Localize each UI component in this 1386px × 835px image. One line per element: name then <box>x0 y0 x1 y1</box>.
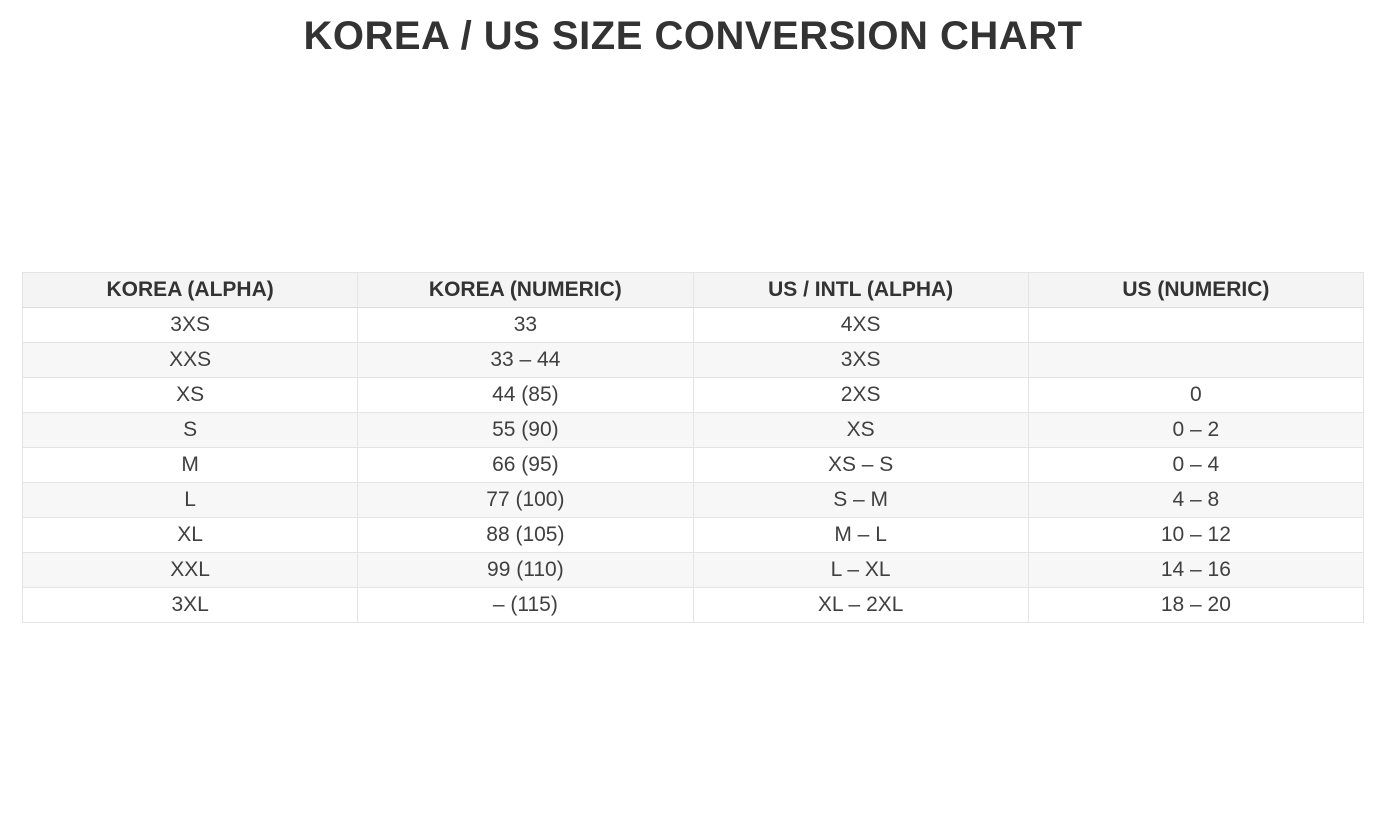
table-cell: 3XL <box>23 588 358 623</box>
page-title: KOREA / US SIZE CONVERSION CHART <box>303 14 1083 58</box>
table-cell: 2XS <box>693 378 1028 413</box>
table-cell: 4 – 8 <box>1028 483 1363 518</box>
table-cell: XL – 2XL <box>693 588 1028 623</box>
table-row <box>23 343 1364 378</box>
table-cell: 10 – 12 <box>1028 518 1363 553</box>
table-cell: 99 (110) <box>358 553 693 588</box>
table-cell: XXL <box>23 553 358 588</box>
table-header <box>23 273 1364 308</box>
table-cell: XS <box>23 378 358 413</box>
table-cell <box>1028 343 1363 378</box>
table-cell: XXS <box>23 343 358 378</box>
table-cell: – (115) <box>358 588 693 623</box>
table-cell: 3XS <box>23 308 358 343</box>
table-cell: 4XS <box>693 308 1028 343</box>
table-cell: 33 – 44 <box>358 343 693 378</box>
table-body <box>23 308 1364 623</box>
table-cell: 88 (105) <box>358 518 693 553</box>
column-header-us-numeric: US (NUMERIC) <box>1028 273 1363 308</box>
table-cell: 0 – 2 <box>1028 413 1363 448</box>
table-cell: L <box>23 483 358 518</box>
table-row <box>23 413 1364 448</box>
table-cell: 0 <box>1028 378 1363 413</box>
table-cell <box>1028 308 1363 343</box>
table-cell: XL <box>23 518 358 553</box>
table-cell: XS – S <box>693 448 1028 483</box>
table-cell: L – XL <box>693 553 1028 588</box>
table-row <box>23 588 1364 623</box>
column-header-us-intl-alpha: US / INTL (ALPHA) <box>693 273 1028 308</box>
table-cell: 44 (85) <box>358 378 693 413</box>
column-header-korea-alpha: KOREA (ALPHA) <box>23 273 358 308</box>
table-cell: XS <box>693 413 1028 448</box>
table-cell: 0 – 4 <box>1028 448 1363 483</box>
table-cell: 18 – 20 <box>1028 588 1363 623</box>
table-row <box>23 518 1364 553</box>
table-row <box>23 378 1364 413</box>
table-cell: 3XS <box>693 343 1028 378</box>
table-cell: M – L <box>693 518 1028 553</box>
table-cell: S <box>23 413 358 448</box>
table-cell: 77 (100) <box>358 483 693 518</box>
table-header-row <box>23 273 1364 308</box>
table-cell: 55 (90) <box>358 413 693 448</box>
table-row <box>23 448 1364 483</box>
table-cell: M <box>23 448 358 483</box>
table-cell: S – M <box>693 483 1028 518</box>
table-cell: 33 <box>358 308 693 343</box>
column-header-korea-numeric: KOREA (NUMERIC) <box>358 273 693 308</box>
table-cell: 66 (95) <box>358 448 693 483</box>
conversion-table-container <box>22 272 1364 623</box>
table-row <box>23 553 1364 588</box>
table-cell: 14 – 16 <box>1028 553 1363 588</box>
table-row <box>23 483 1364 518</box>
size-conversion-table <box>22 272 1364 623</box>
table-row <box>23 308 1364 343</box>
